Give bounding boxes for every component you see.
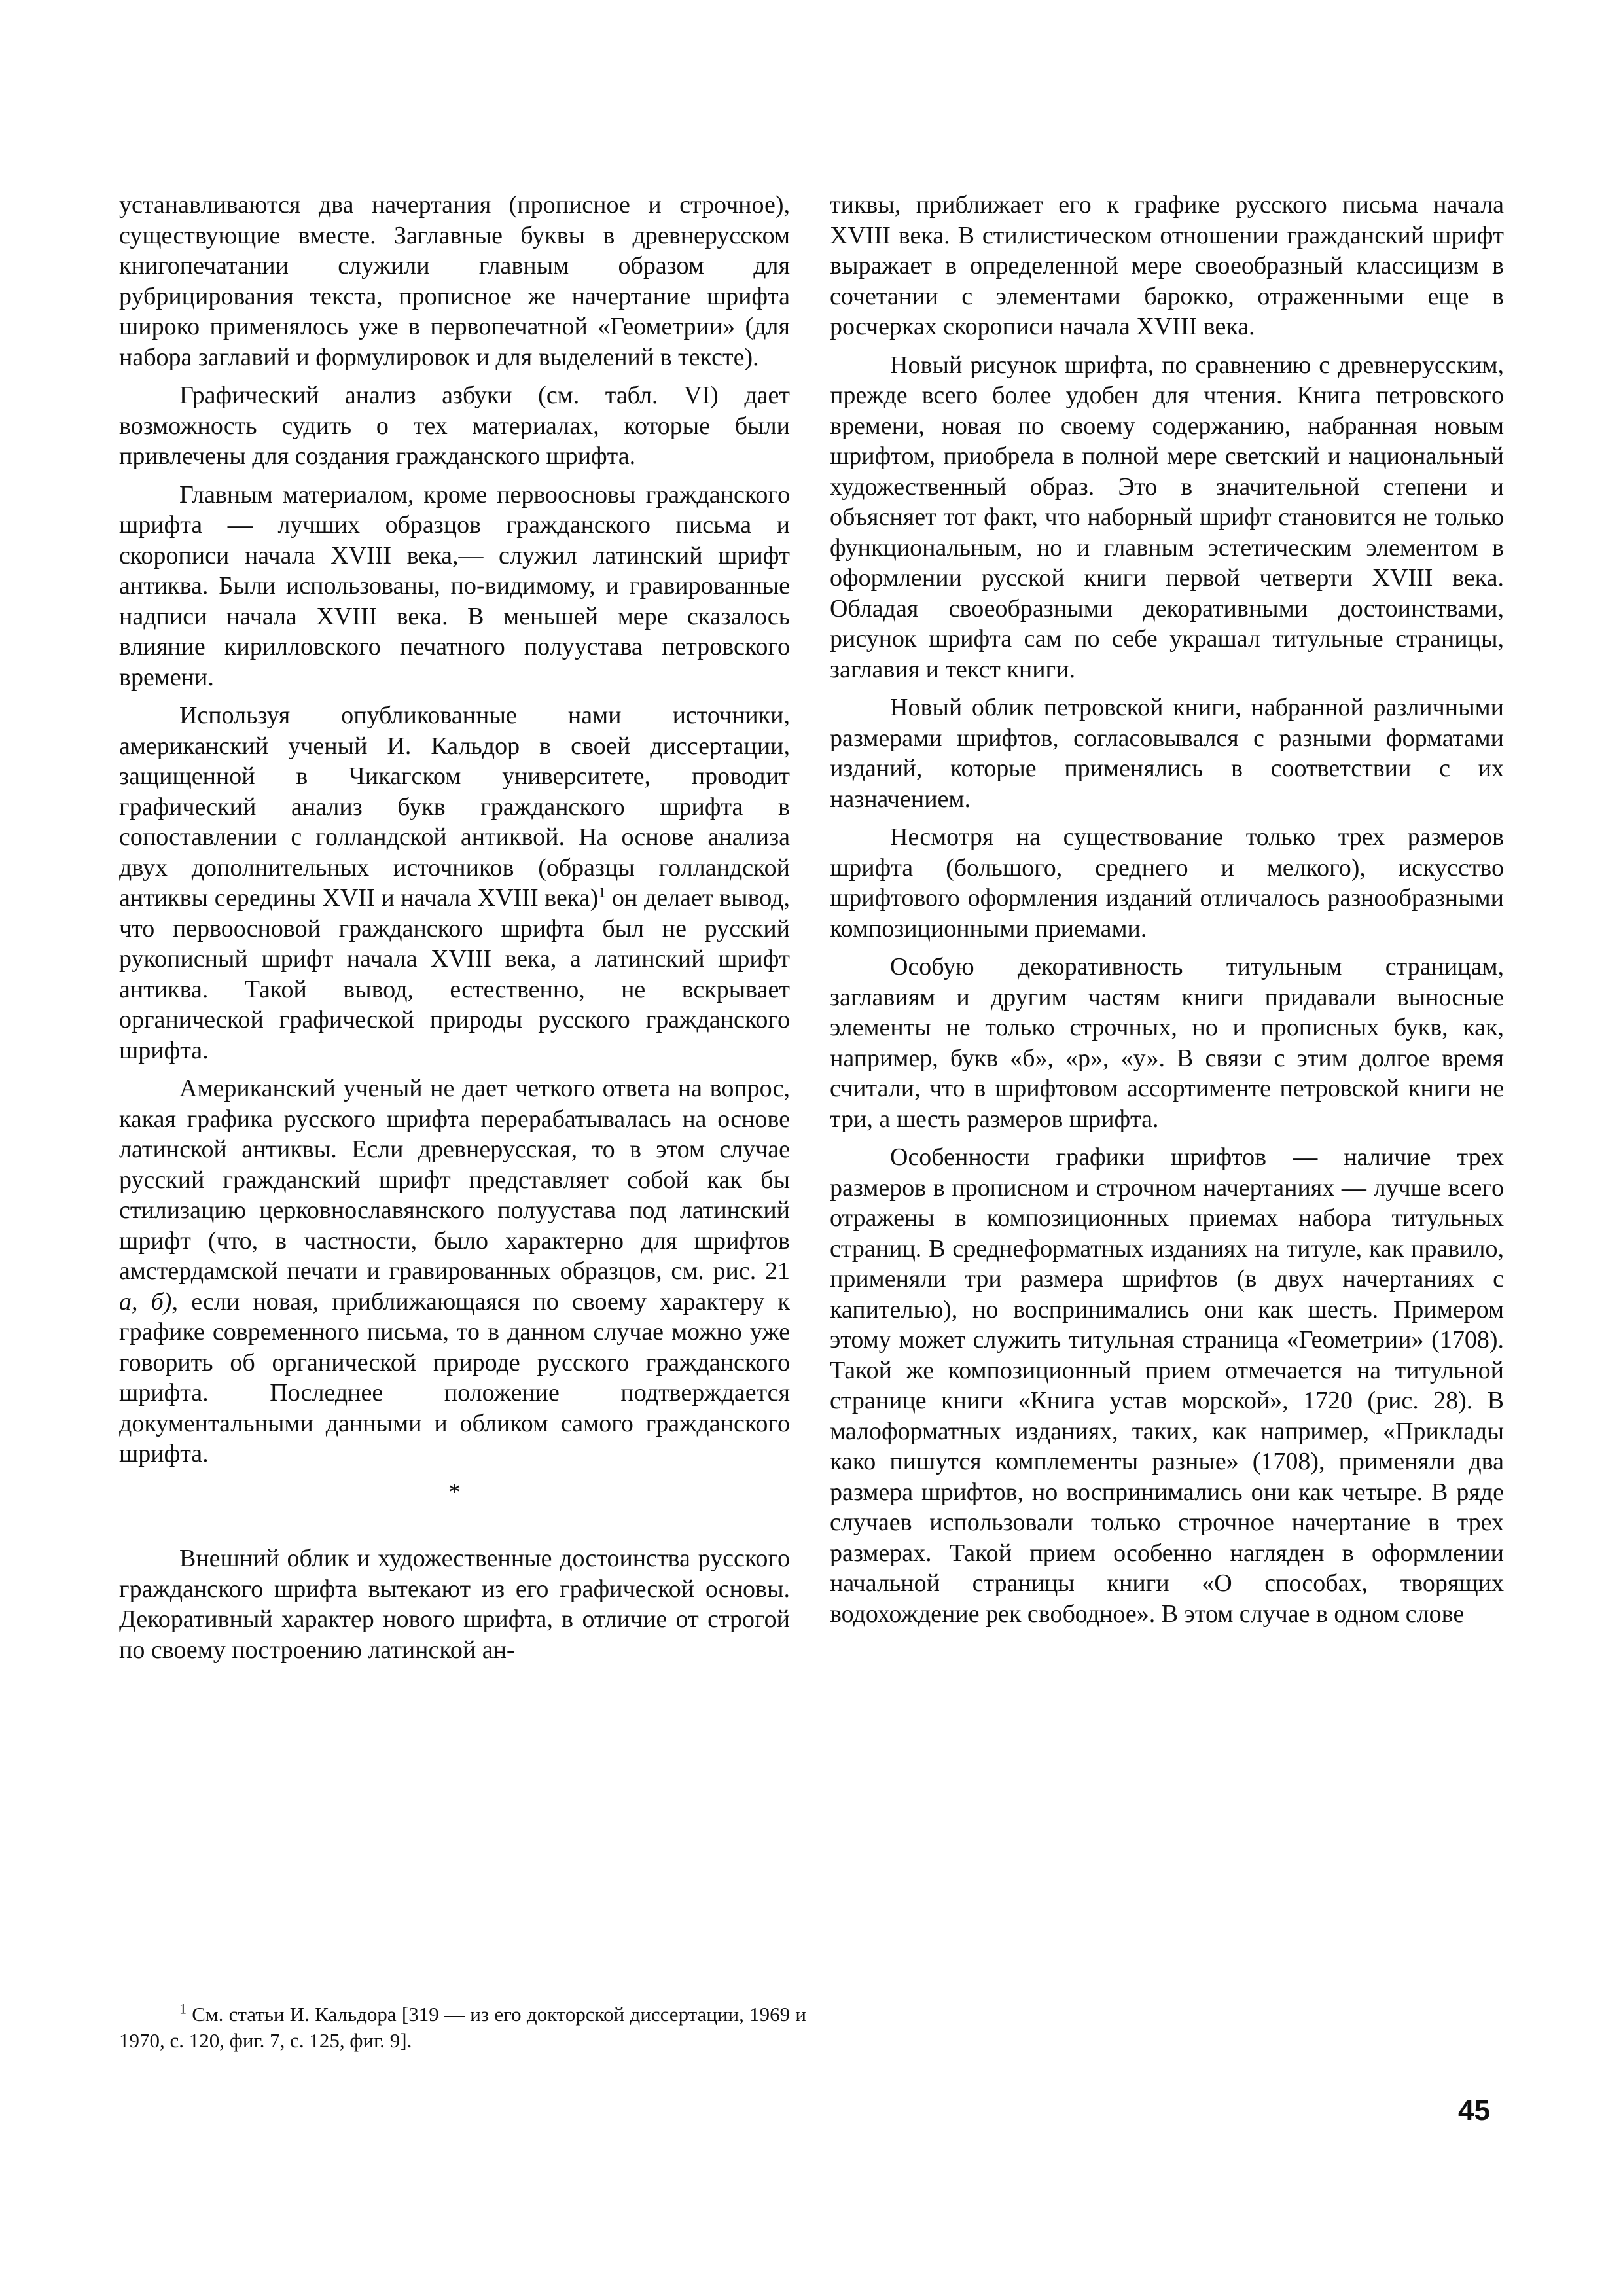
paragraph: Новый рисунок шрифта, по сравнению с древнерусским, прежде всего более удобен для чтения. Книга петровского времени, новая по своему содержанию, набранная новым шрифтом, приобрела в полной мере светский и национальный художественный образ. Это в значительной степени и объясняет тот факт, что наборный шрифт становится не только функциональным, но и главным эстетическим элементом в оформлении русской книги первой четверти XVIII века. Обладая своеобразными декоративными достоинствами, рисунок шрифта сам по себе украшал титульные страницы, заглавия и текст книги. <box>830 351 1504 683</box>
right-column <box>830 190 1504 1637</box>
paragraph-text: Американский ученый не дает четкого ответа на вопрос, какая графика русского шрифта перерабатывалась на основе латинской антиквы. Если древнерусская, то в этом случае русский гражданский шрифт представляет собой как бы стилизацию церковнославянского полуустава под латинский шрифт (что, в частности, было характерно для шрифтов амстердамской печати и гравированных образцов, см. рис. 21 <box>119 1075 790 1285</box>
footnote-body: См. статьи И. Кальдора [319 — из его докторской диссертации, 1969 и 1970, с. 120, фиг. 7, с. 125, фиг. 9]. <box>119 2003 806 2052</box>
paragraph <box>119 1073 790 1469</box>
section-separator: * <box>448 1478 461 1506</box>
paragraph: Новый облик петровской книги, набранной различными размерами шрифтов, согласовывался с разными форматами изданий, которые применялись в соответствии с их назначением. <box>830 694 1504 813</box>
paragraph: Особую декоративность титульным страницам, заглавиям и другим частям книги придавали выносные элементы не только строчных, но и прописных букв, как, например, букв «б», «р», «у». В связи с этим долгое время считали, что в шрифтовом ассортименте петровской книги не три, а шесть размеров шрифта. <box>830 953 1504 1133</box>
paragraph: Особенности графики шрифтов — наличие трех размеров в прописном и строчном начертаниях — лучше всего отражены в композиционных приемах набора титульных страниц. В среднеформатных изданиях на титуле, как правило, применяли три размера шрифтов (в двух начертаниях с капителью), но воспринимались они как шесть. Примером этому может служить титульная страница «Геометрии» (1708). Такой же композиционный прием отмечается на титульной странице книги «Книга устав морской», 1720 (рис. 28). В малоформатных изданиях, таких, как например, «Приклады како пишутся комплементы разные» (1708), применяли два размера шрифтов, но воспринимались они как четыре. В ряде случаев использовали только строчное начертание в трех размерах. Такой прием особенно нагляден в оформлении начальной страницы книги «О способах, творящих водохождение рек свободное». В этом случае в одном слове <box>830 1143 1504 1628</box>
paragraph: Несмотря на существование только трех размеров шрифта (большого, среднего и мелкого), искусство шрифтового оформления изданий отличалось разнообразными композиционными приемами. <box>830 823 1504 942</box>
paragraph: тиквы, приближает его к графике русского письма начала XVIII века. В стилистическом отношении гражданский шрифт выражает в определенной мере своеобразный классицизм в сочетании с элементами барокко, отраженными еще в росчерках скорописи начала XVIII века. <box>830 191 1504 340</box>
footnote <box>119 2001 806 2054</box>
figure-reference-italic: а, б), <box>119 1287 179 1316</box>
footnote-reference[interactable]: 1 <box>598 884 606 901</box>
page-number: 45 <box>1458 2094 1490 2126</box>
paragraph <box>119 700 790 1066</box>
paragraph-text: Используя опубликованные нами источники, американский ученый И. Кальдор в своей диссертации, защищенной в Чикагском университете, проводит графический анализ букв гражданского шрифта в сопоставлении с голландской антиквой. На основе анализа двух дополнительных источников (образцы голландской антиквы середины XVII и начала XVIII века) <box>119 702 790 912</box>
paragraph: Внешний облик и художественные достоинства русского гражданского шрифта вытекают из его графической основы. Декоративный характер нового шрифта, в отличие от строгой по своему построению латинской ан- <box>119 1545 790 1664</box>
paragraph: устанавливаются два начертания (прописное и строчное), существующие вместе. Заглавные буквы в древнерусском книгопечатании служили главным образом для рубрицирования текста, прописное же начертание шрифта широко применялось уже в первопечатной «Геометрии» (для набора заглавий и формулировок и для выделений в тексте). <box>119 191 790 371</box>
footnote-marker: 1 <box>179 2000 187 2017</box>
paragraph: Главным материалом, кроме первоосновы гражданского шрифта — лучших образцов гражданского письма и скорописи начала XVIII века,— служил латинский шрифт антиква. Были использованы, по-видимому, и гравированные надписи начала XVIII века. В меньшей мере сказалось влияние кирилловского печатного полуустава петровского времени. <box>119 480 790 691</box>
footnote-text <box>119 2001 806 2054</box>
left-column <box>119 190 790 1673</box>
paragraph-text: он делает вывод, что первоосновой гражданского шрифта был не русский рукописный шрифт начала XVIII века, а латинский шрифт антиква. Такой вывод, естественно, не вскрывает органической графической природы русского гражданского шрифта. <box>119 884 791 1064</box>
paragraph: Графический анализ азбуки (см. табл. VI) дает возможность судить о тех материалах, которые были привлечены для создания гражданского шрифта. <box>119 382 790 470</box>
paragraph-text: если новая, приближающаяся по своему характеру к графике современного письма, то в данном случае можно уже говорить об органической природе русского гражданского шрифта. Последнее положение подтверждается документальными данными и обликом самого гражданского шрифта. <box>119 1287 791 1467</box>
